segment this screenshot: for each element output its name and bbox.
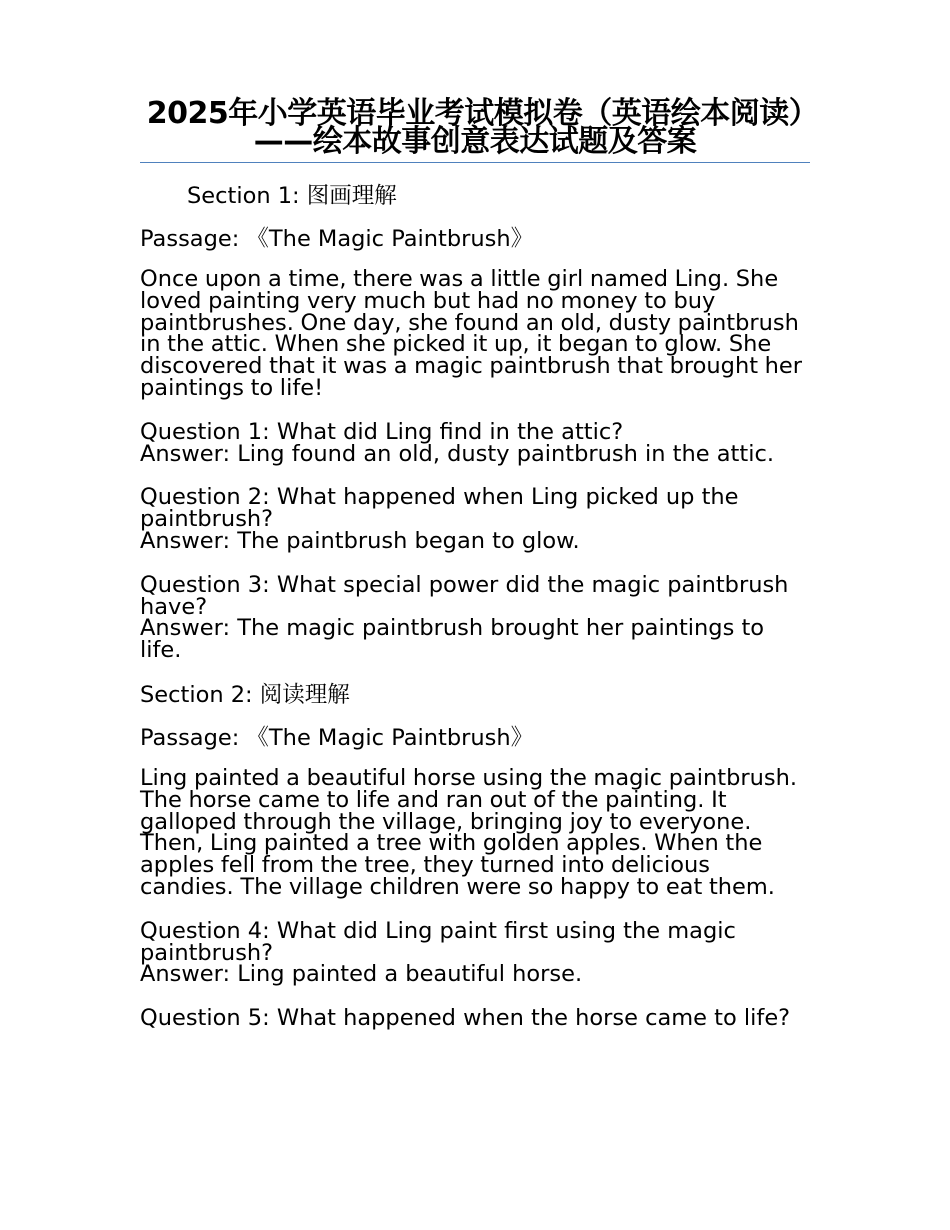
- answer-text: Answer: The paintbrush began to glow.: [140, 527, 580, 554]
- section-1: [140, 183, 810, 662]
- document-page: [140, 96, 810, 1032]
- answer-text: Answer: Ling found an old, dusty paintbrush in the attic.: [140, 440, 774, 467]
- section-heading: Section 2: 阅读理解: [140, 681, 350, 708]
- passage-label: Passage: 《The Magic Paintbrush》: [140, 226, 534, 252]
- question-text: Question 5: What happened when the horse came to life?: [140, 1005, 791, 1032]
- question-block: [140, 1005, 810, 1032]
- answer-text: Answer: The magic paintbrush brought her paintings to life.: [140, 615, 765, 664]
- question-block: [140, 917, 810, 988]
- document-title: 2025年小学英语毕业考试模拟卷（英语绘本阅读）——绘本故事创意表达试题及答案: [140, 100, 810, 163]
- question-text: Question 4: What did Ling paint first using the magic paintbrush?: [140, 917, 736, 966]
- passage-text: Once upon a time, there was a little girl named Ling. She loved painting very much but had no money to buy paintbrushes. One day, she found an old, dusty paintbrush in the attic. When she picked it up, it began to glow. She discovered that it was a magic paintbrush that brought her paintings to life!: [140, 266, 803, 401]
- section-heading: Section 1: 图画理解: [187, 183, 397, 209]
- question-text: Question 1: What did Ling find in the attic?: [140, 418, 624, 445]
- passage-label: Passage: 《The Magic Paintbrush》: [140, 724, 534, 751]
- question-block: [140, 484, 810, 554]
- section-2: [140, 682, 810, 1030]
- passage-text: Ling painted a beautiful horse using the magic paintbrush. The horse came to life and ran out of the painting. It galloped through the village, bringing joy to everyone. Then, Ling painted a tree with golden apples. When the apples fell from the tree, they turned into delicious candies. The village children were so happy to eat them.: [140, 764, 798, 900]
- question-text: Question 3: What special power did the magic paintbrush have?: [140, 571, 789, 620]
- question-block: [140, 571, 810, 664]
- answer-text: Answer: Ling painted a beautiful horse.: [140, 961, 583, 988]
- question-block: [140, 418, 810, 467]
- question-text: Question 2: What happened when Ling picked up the paintbrush?: [140, 484, 739, 533]
